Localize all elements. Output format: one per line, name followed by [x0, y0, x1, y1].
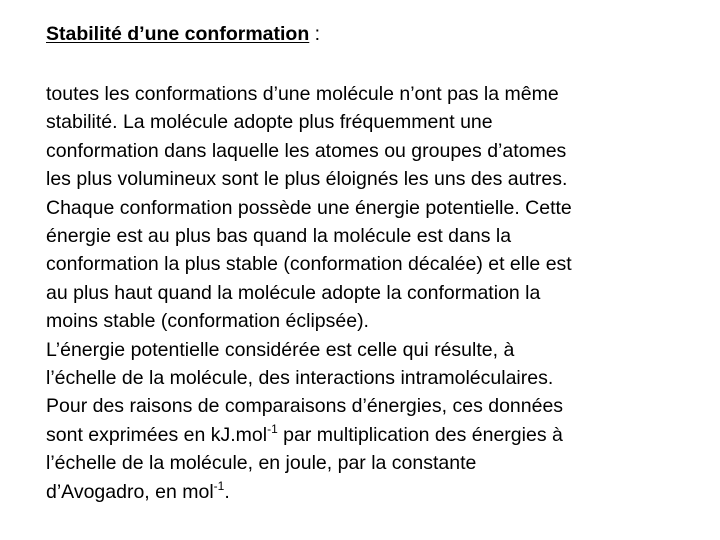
unit-exponent: -1 — [213, 478, 225, 493]
text-line-unit-kj — [46, 421, 706, 449]
text-line: au plus haut quand la molécule adopte la conformation la — [46, 281, 541, 304]
unit-line-after: par multiplication des énergies à — [277, 423, 563, 446]
title-text: Stabilité d’une conformation — [46, 23, 310, 45]
text-line: l’échelle de la molécule, des interactions intramoléculaires. — [46, 367, 554, 390]
text-line: énergie est au plus bas quand la molécule est dans la — [46, 225, 512, 248]
text-line: toutes les conformations d’une molécule n’ont pas la même — [46, 83, 559, 105]
text-line: Pour des raisons de comparaisons d’énergies, ces données — [46, 395, 564, 418]
unit-line-before: sont exprimées en kJ.mol — [46, 423, 268, 446]
text-line: les plus volumineux sont le plus éloignés les uns des autres. — [46, 168, 568, 191]
body-text — [46, 80, 706, 506]
text-line: L’énergie potentielle considérée est celle qui résulte, à — [46, 338, 515, 361]
text-line: Chaque conformation possède une énergie potentielle. Cette — [46, 196, 572, 219]
slide-title — [46, 20, 320, 48]
text-line: moins stable (conformation éclipsée). — [46, 310, 369, 333]
title-colon: : — [309, 23, 321, 45]
text-line-unit-mol — [46, 478, 706, 506]
text-line: conformation dans laquelle les atomes ou groupes d’atomes — [46, 139, 567, 162]
text-line: conformation la plus stable (conformation décalée) et elle est — [46, 253, 572, 276]
text-line: l’échelle de la molécule, en joule, par la constante — [46, 452, 477, 475]
unit-line-after: . — [224, 480, 230, 503]
unit-exponent: -1 — [267, 421, 278, 436]
unit-line-before: d’Avogadro, en mol — [46, 480, 214, 503]
text-line: stabilité. La molécule adopte plus fréquemment une — [46, 111, 493, 134]
